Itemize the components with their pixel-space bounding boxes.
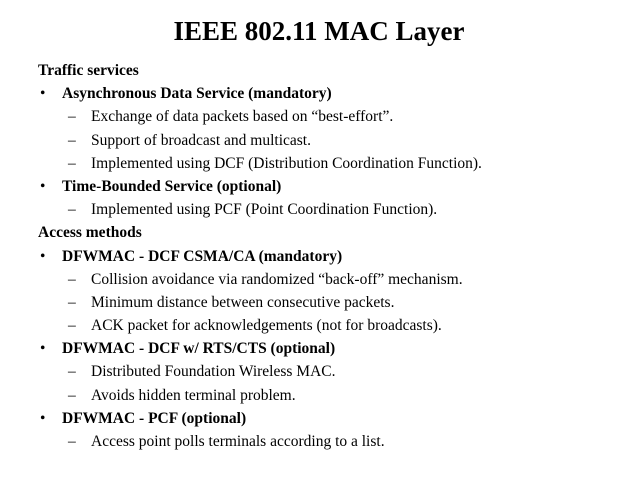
bullet-item xyxy=(38,245,628,268)
bullet-icon: • xyxy=(40,85,46,103)
sub-bullet-text: Collision avoidance via randomized “back-off” mechanism. xyxy=(91,270,463,288)
slide-content xyxy=(38,59,628,453)
dash-icon: – xyxy=(68,386,76,404)
bullet-text: DFWMAC - PCF (optional) xyxy=(62,409,247,427)
dash-icon: – xyxy=(68,317,76,335)
sub-bullet-item xyxy=(38,360,628,383)
sub-bullet-text: Avoids hidden terminal problem. xyxy=(91,386,296,404)
bullet-item xyxy=(38,82,628,105)
bullet-item xyxy=(38,407,628,430)
sub-bullet-item xyxy=(38,105,628,128)
sub-bullet-item xyxy=(38,314,628,337)
bullet-text: DFWMAC - DCF w/ RTS/CTS (optional) xyxy=(62,340,336,358)
sub-bullet-item xyxy=(38,268,628,291)
bullet-text: Asynchronous Data Service (mandatory) xyxy=(62,85,332,103)
sub-bullet-item xyxy=(38,291,628,314)
sub-bullet-item xyxy=(38,198,628,221)
dash-icon: – xyxy=(68,201,76,219)
sub-bullet-item xyxy=(38,152,628,175)
bullet-text: Time-Bounded Service (optional) xyxy=(62,177,282,195)
sub-bullet-text: Implemented using PCF (Point Coordination Function). xyxy=(91,201,438,219)
sub-bullet-text: Support of broadcast and multicast. xyxy=(91,131,311,149)
sub-bullet-text: Distributed Foundation Wireless MAC. xyxy=(91,363,336,381)
dash-icon: – xyxy=(68,363,76,381)
dash-icon: – xyxy=(68,108,76,126)
dash-icon: – xyxy=(68,270,76,288)
sub-bullet-text: Exchange of data packets based on “best-effort”. xyxy=(91,108,394,126)
sub-bullet-text: Minimum distance between consecutive packets. xyxy=(91,293,395,311)
bullet-item xyxy=(38,175,628,198)
section-heading: Traffic services xyxy=(38,62,139,79)
bullet-text: DFWMAC - DCF CSMA/CA (mandatory) xyxy=(62,247,343,265)
bullet-icon: • xyxy=(40,409,46,427)
bullet-icon: • xyxy=(40,340,46,358)
dash-icon: – xyxy=(68,433,76,450)
sub-bullet-text: Implemented using DCF (Distribution Coordination Function). xyxy=(91,154,482,172)
sub-bullet-text: Access point polls terminals according to a list. xyxy=(91,433,385,450)
sub-bullet-item xyxy=(38,384,628,407)
sub-bullet-item xyxy=(38,430,628,453)
dash-icon: – xyxy=(68,293,76,311)
slide-title: IEEE 802.11 MAC Layer xyxy=(173,16,465,46)
sub-bullet-text: ACK packet for acknowledgements (not for broadcasts). xyxy=(91,317,442,335)
section-heading: Access methods xyxy=(38,224,142,242)
sub-bullet-item xyxy=(38,129,628,152)
bullet-item xyxy=(38,337,628,360)
dash-icon: – xyxy=(68,154,76,172)
dash-icon: – xyxy=(68,131,76,149)
bullet-icon: • xyxy=(40,177,46,195)
bullet-icon: • xyxy=(40,247,46,265)
